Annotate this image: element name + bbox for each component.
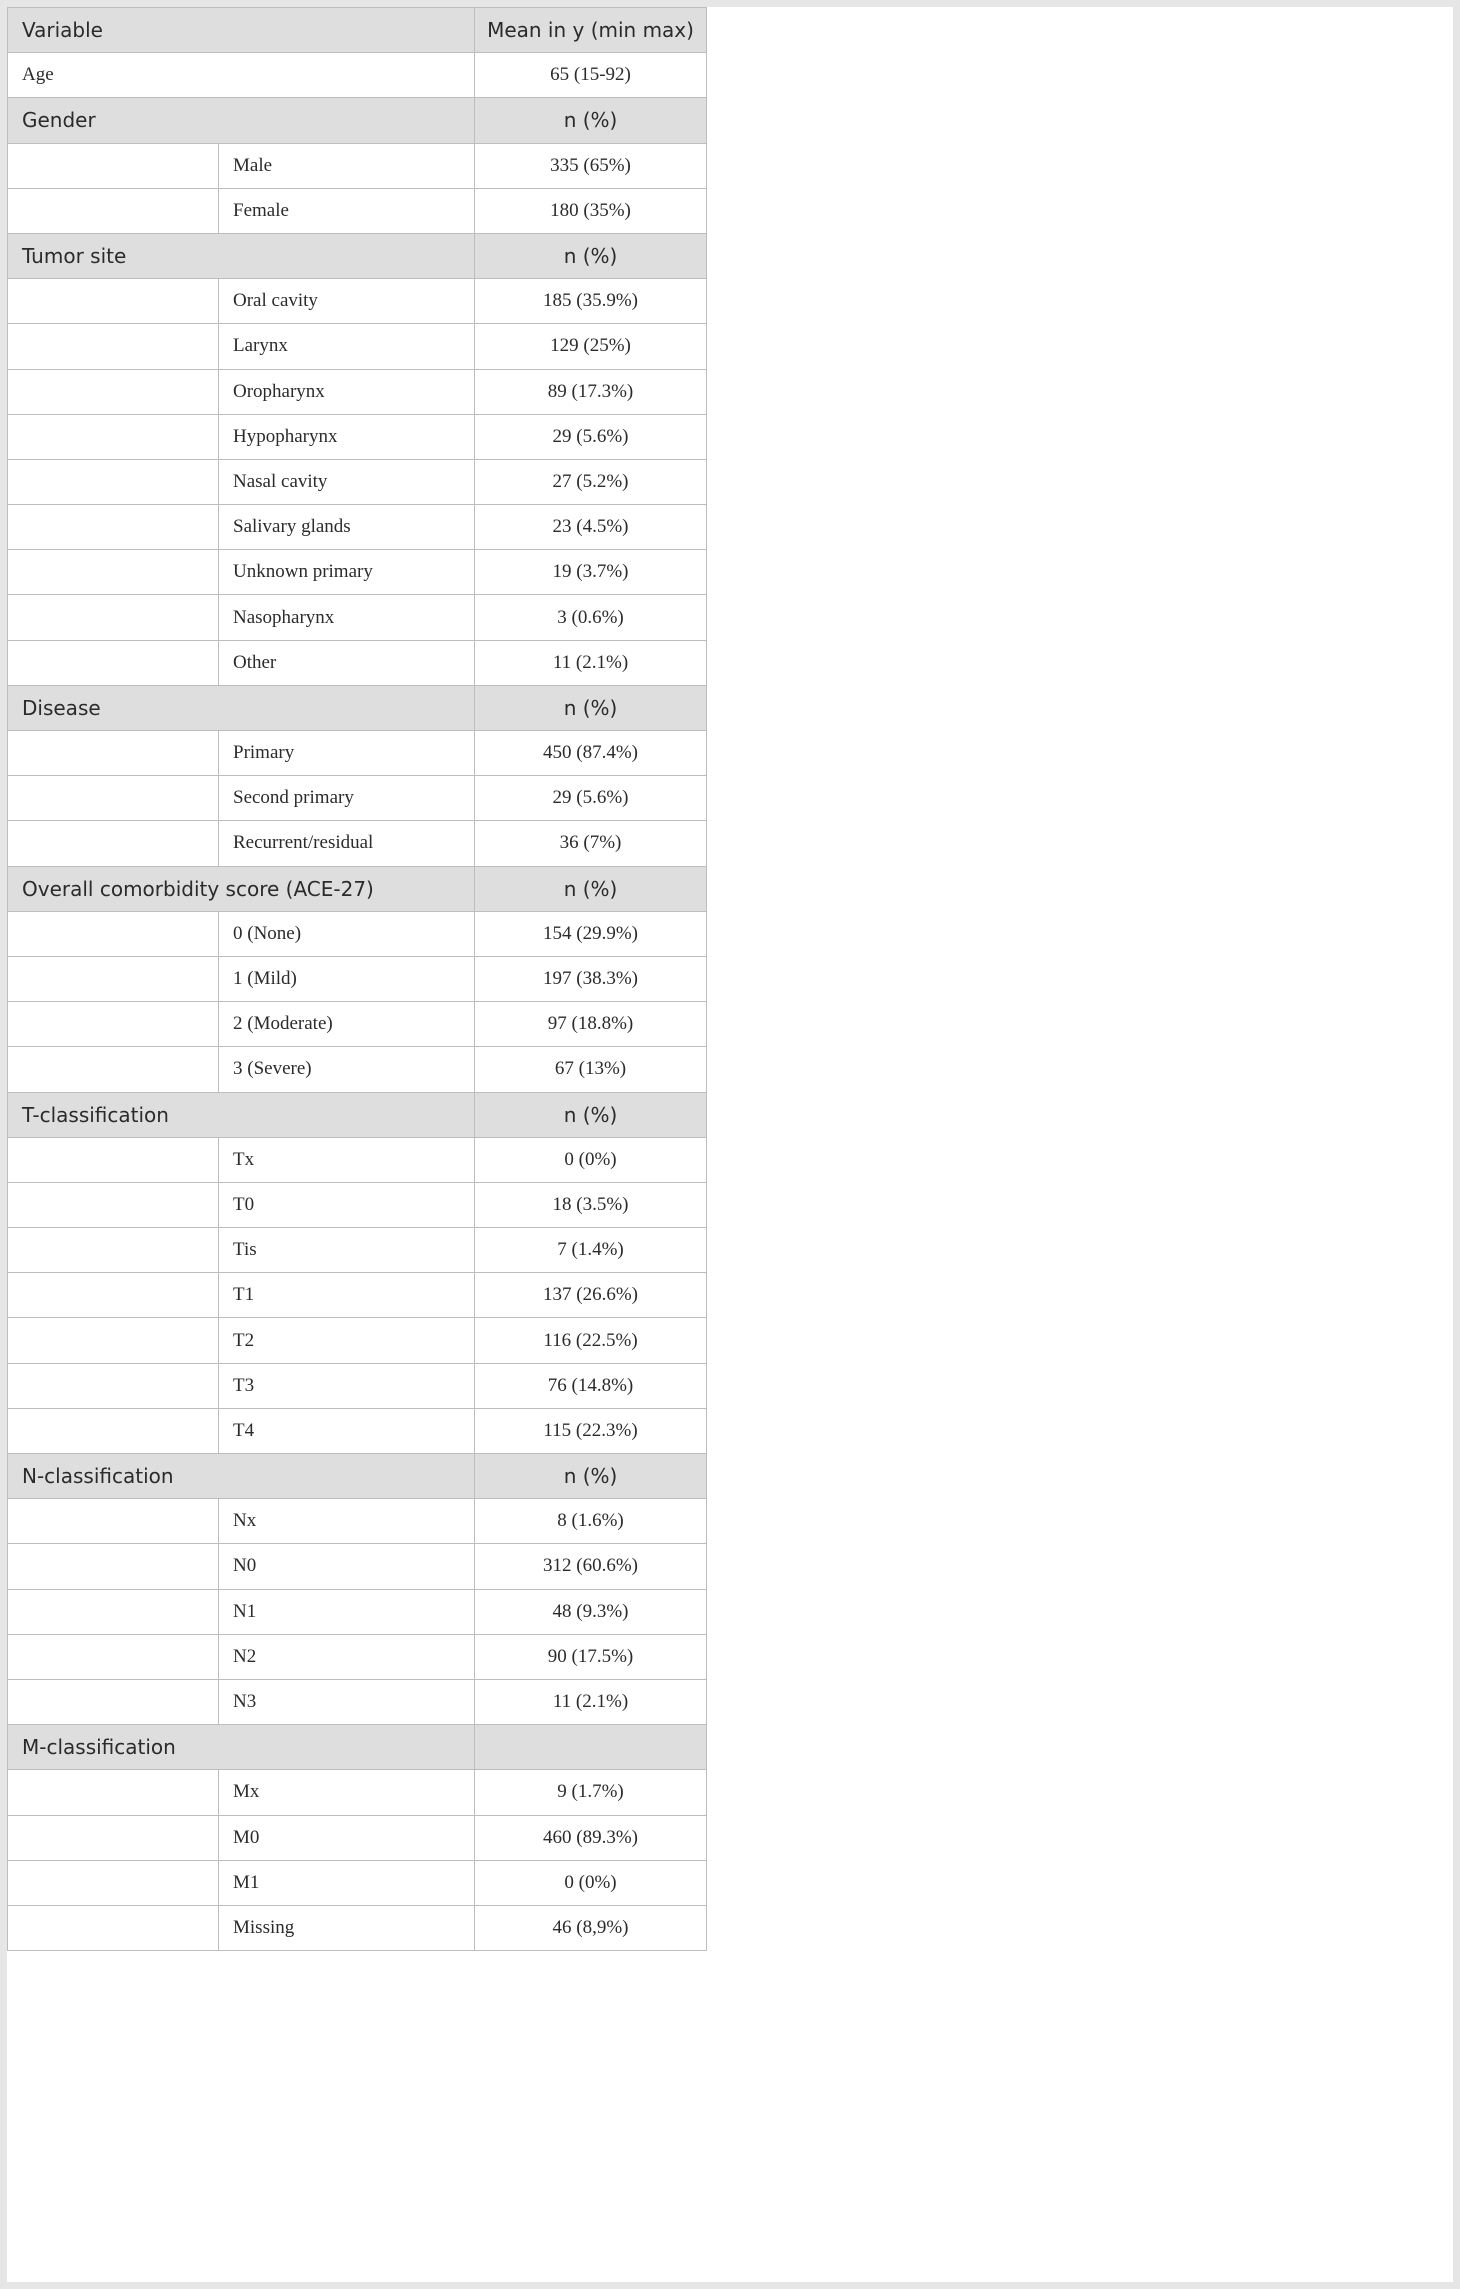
- item-label: N2: [219, 1634, 475, 1679]
- item-value: 115 (22.3%): [475, 1408, 707, 1453]
- empty-cell: [8, 1228, 219, 1273]
- item-label: Unknown primary: [219, 550, 475, 595]
- table-frame: [7, 7, 1453, 2282]
- empty-cell: [8, 1679, 219, 1724]
- table-row: [8, 1860, 707, 1905]
- group-stat: n (%): [475, 1454, 707, 1499]
- table-row: [8, 1273, 707, 1318]
- empty-cell: [8, 1047, 219, 1092]
- item-value: 154 (29.9%): [475, 911, 707, 956]
- item-value: 23 (4.5%): [475, 505, 707, 550]
- empty-cell: [8, 1318, 219, 1363]
- item-label: N3: [219, 1679, 475, 1724]
- table-row: [8, 1815, 707, 1860]
- empty-cell: [8, 1002, 219, 1047]
- empty-cell: [8, 143, 219, 188]
- empty-cell: [8, 1137, 219, 1182]
- item-value: 8 (1.6%): [475, 1499, 707, 1544]
- table-row: [8, 1002, 707, 1047]
- empty-cell: [8, 550, 219, 595]
- empty-cell: [8, 1860, 219, 1905]
- table-row: [8, 1408, 707, 1453]
- group-title: N-classification: [8, 1454, 475, 1499]
- group-stat: n (%): [475, 685, 707, 730]
- item-label: 0 (None): [219, 911, 475, 956]
- item-label: Oropharynx: [219, 369, 475, 414]
- header-variable: Variable: [8, 8, 475, 53]
- item-label: Second primary: [219, 776, 475, 821]
- group-title: Disease: [8, 685, 475, 730]
- empty-cell: [8, 369, 219, 414]
- group-title: Overall comorbidity score (ACE-27): [8, 866, 475, 911]
- empty-cell: [8, 1770, 219, 1815]
- table-row: [8, 595, 707, 640]
- group-header-row: [8, 1092, 707, 1137]
- empty-cell: [8, 1273, 219, 1318]
- empty-cell: [8, 1408, 219, 1453]
- empty-cell: [8, 1905, 219, 1950]
- item-value: 116 (22.5%): [475, 1318, 707, 1363]
- empty-cell: [8, 324, 219, 369]
- empty-cell: [8, 640, 219, 685]
- group-stat: n (%): [475, 233, 707, 278]
- item-label: M0: [219, 1815, 475, 1860]
- table-row: [8, 1047, 707, 1092]
- table-row: [8, 324, 707, 369]
- table-header-row: [8, 8, 707, 53]
- table-row: [8, 640, 707, 685]
- item-label: Hypopharynx: [219, 414, 475, 459]
- table-row: [8, 279, 707, 324]
- empty-cell: [8, 956, 219, 1001]
- item-value: 29 (5.6%): [475, 776, 707, 821]
- group-title: Tumor site: [8, 233, 475, 278]
- item-label: Male: [219, 143, 475, 188]
- table-row: [8, 1634, 707, 1679]
- item-value: 129 (25%): [475, 324, 707, 369]
- age-value: 65 (15-92): [475, 53, 707, 98]
- empty-cell: [8, 821, 219, 866]
- header-mean: Mean in y (min max): [475, 8, 707, 53]
- empty-cell: [8, 188, 219, 233]
- table-row: [8, 1137, 707, 1182]
- item-value: 90 (17.5%): [475, 1634, 707, 1679]
- empty-cell: [8, 459, 219, 504]
- item-value: 76 (14.8%): [475, 1363, 707, 1408]
- item-label: Oral cavity: [219, 279, 475, 324]
- table-row: [8, 188, 707, 233]
- table-row: [8, 1182, 707, 1227]
- item-value: 0 (0%): [475, 1860, 707, 1905]
- item-value: 18 (3.5%): [475, 1182, 707, 1227]
- item-label: 1 (Mild): [219, 956, 475, 1001]
- item-value: 137 (26.6%): [475, 1273, 707, 1318]
- group-header-row: [8, 233, 707, 278]
- item-label: Missing: [219, 1905, 475, 1950]
- item-label: M1: [219, 1860, 475, 1905]
- item-label: Other: [219, 640, 475, 685]
- empty-cell: [8, 1634, 219, 1679]
- item-value: 180 (35%): [475, 188, 707, 233]
- table-row: [8, 1363, 707, 1408]
- item-label: Female: [219, 188, 475, 233]
- item-value: 312 (60.6%): [475, 1544, 707, 1589]
- table-row: [8, 1544, 707, 1589]
- age-label: Age: [8, 53, 475, 98]
- item-label: Tis: [219, 1228, 475, 1273]
- item-value: 9 (1.7%): [475, 1770, 707, 1815]
- empty-cell: [8, 414, 219, 459]
- item-value: 67 (13%): [475, 1047, 707, 1092]
- item-label: T3: [219, 1363, 475, 1408]
- empty-cell: [8, 776, 219, 821]
- item-value: 11 (2.1%): [475, 1679, 707, 1724]
- item-label: Recurrent/residual: [219, 821, 475, 866]
- group-header-row: [8, 98, 707, 143]
- item-value: 450 (87.4%): [475, 731, 707, 776]
- group-title: T-classification: [8, 1092, 475, 1137]
- table-row: [8, 414, 707, 459]
- table-row: [8, 143, 707, 188]
- item-value: 11 (2.1%): [475, 640, 707, 685]
- table-row: [8, 731, 707, 776]
- item-label: N1: [219, 1589, 475, 1634]
- item-label: 3 (Severe): [219, 1047, 475, 1092]
- table-row: [8, 1679, 707, 1724]
- table-row: [8, 821, 707, 866]
- item-label: Mx: [219, 1770, 475, 1815]
- empty-cell: [8, 731, 219, 776]
- item-value: 97 (18.8%): [475, 1002, 707, 1047]
- item-label: T1: [219, 1273, 475, 1318]
- item-value: 3 (0.6%): [475, 595, 707, 640]
- table-row: [8, 459, 707, 504]
- table-row: [8, 1589, 707, 1634]
- group-header-row: [8, 1454, 707, 1499]
- group-header-row: [8, 1725, 707, 1770]
- empty-cell: [8, 595, 219, 640]
- item-label: Nasal cavity: [219, 459, 475, 504]
- item-label: Nasopharynx: [219, 595, 475, 640]
- item-label: 2 (Moderate): [219, 1002, 475, 1047]
- item-value: 29 (5.6%): [475, 414, 707, 459]
- item-value: 89 (17.3%): [475, 369, 707, 414]
- item-label: Salivary glands: [219, 505, 475, 550]
- item-label: Primary: [219, 731, 475, 776]
- item-value: 0 (0%): [475, 1137, 707, 1182]
- empty-cell: [8, 1815, 219, 1860]
- table-row: [8, 550, 707, 595]
- group-header-row: [8, 866, 707, 911]
- table-row: [8, 505, 707, 550]
- item-label: Tx: [219, 1137, 475, 1182]
- item-value: 27 (5.2%): [475, 459, 707, 504]
- empty-cell: [8, 279, 219, 324]
- empty-cell: [8, 911, 219, 956]
- characteristics-table: [7, 7, 707, 1951]
- group-stat: n (%): [475, 98, 707, 143]
- empty-cell: [8, 1499, 219, 1544]
- group-stat: n (%): [475, 1092, 707, 1137]
- item-label: Larynx: [219, 324, 475, 369]
- empty-cell: [8, 1182, 219, 1227]
- empty-cell: [8, 1363, 219, 1408]
- item-value: 197 (38.3%): [475, 956, 707, 1001]
- item-value: 36 (7%): [475, 821, 707, 866]
- item-label: Nx: [219, 1499, 475, 1544]
- item-value: 48 (9.3%): [475, 1589, 707, 1634]
- item-value: 185 (35.9%): [475, 279, 707, 324]
- item-value: 460 (89.3%): [475, 1815, 707, 1860]
- age-row: [8, 53, 707, 98]
- table-row: [8, 1499, 707, 1544]
- item-value: 46 (8,9%): [475, 1905, 707, 1950]
- item-value: 7 (1.4%): [475, 1228, 707, 1273]
- table-row: [8, 1770, 707, 1815]
- group-stat: [475, 1725, 707, 1770]
- item-label: T2: [219, 1318, 475, 1363]
- table-row: [8, 956, 707, 1001]
- table-row: [8, 911, 707, 956]
- item-label: T4: [219, 1408, 475, 1453]
- group-title: Gender: [8, 98, 475, 143]
- table-row: [8, 1318, 707, 1363]
- group-header-row: [8, 685, 707, 730]
- empty-cell: [8, 505, 219, 550]
- empty-cell: [8, 1544, 219, 1589]
- table-row: [8, 369, 707, 414]
- group-title: M-classification: [8, 1725, 475, 1770]
- empty-cell: [8, 1589, 219, 1634]
- item-label: T0: [219, 1182, 475, 1227]
- item-value: 19 (3.7%): [475, 550, 707, 595]
- table-row: [8, 1228, 707, 1273]
- table-row: [8, 776, 707, 821]
- table-row: [8, 1905, 707, 1950]
- item-label: N0: [219, 1544, 475, 1589]
- group-stat: n (%): [475, 866, 707, 911]
- item-value: 335 (65%): [475, 143, 707, 188]
